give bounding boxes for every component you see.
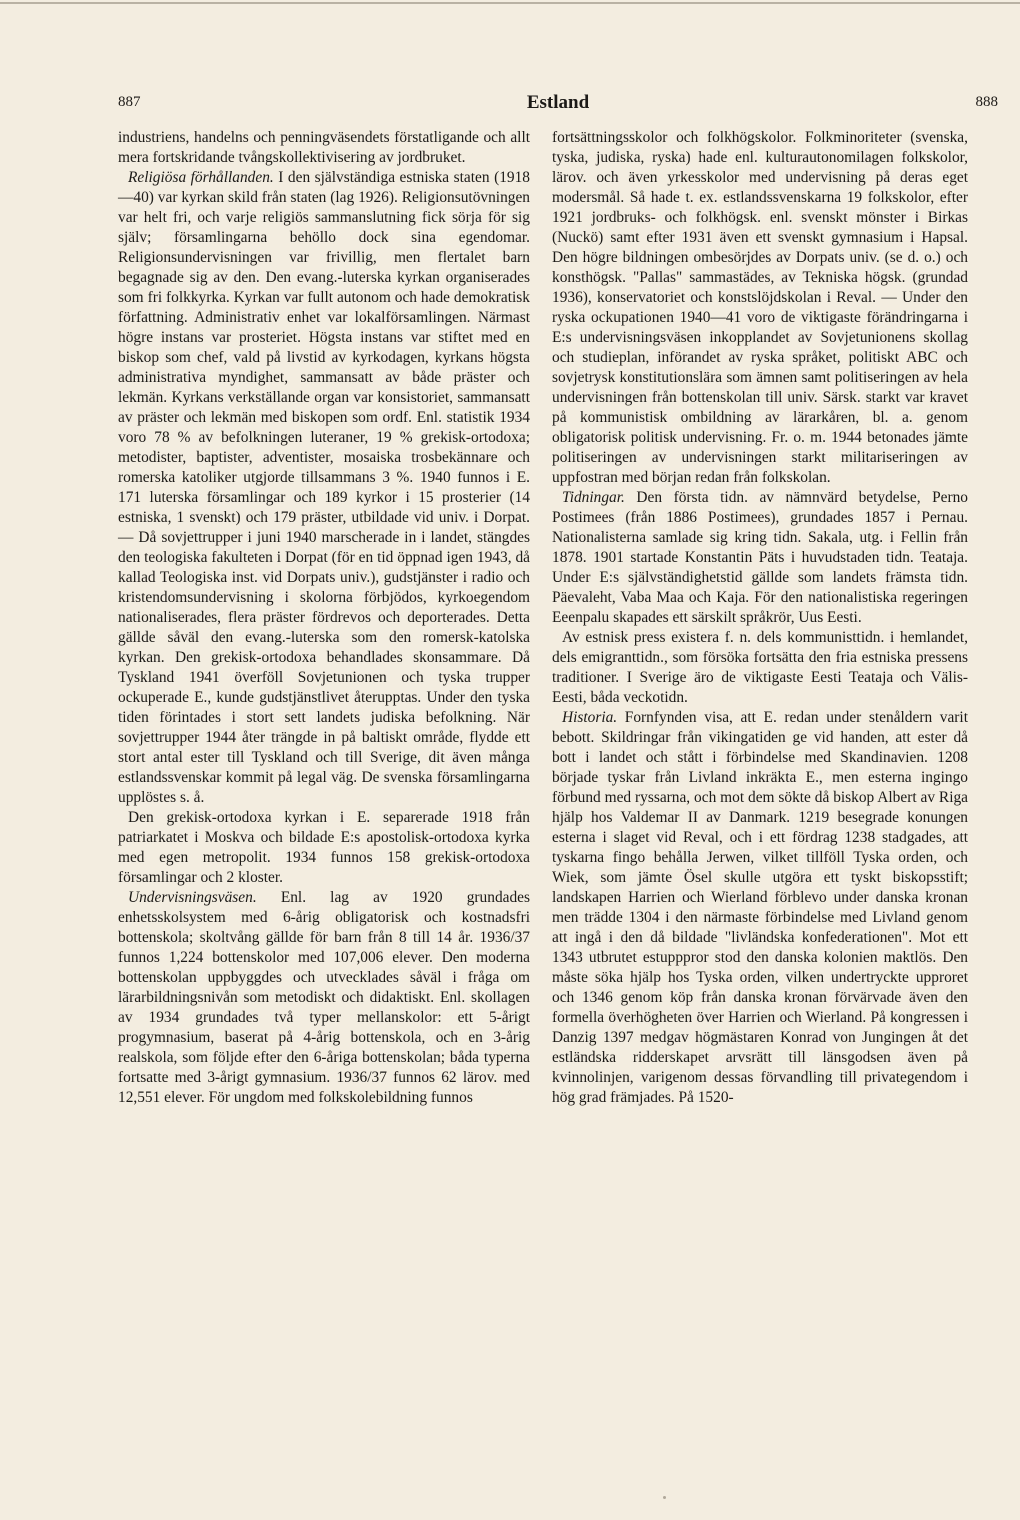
section-heading-education: Undervisningsväsen. [128, 889, 257, 906]
section-heading-history: Historia. [562, 709, 618, 726]
paragraph-newspapers [552, 488, 968, 628]
page-title: Estland [526, 92, 590, 113]
paragraph-religion-text: I den självständiga estniska staten (1918—40) var kyrkan skild från staten (lag 1926). Religionsutövningen var helt fri, och varje religiös sammanslutning fick sörja för sig själv; församlingarna behöllo dock sina egendomar. Religionsundervisningen var frivillig, men flertalet barn begagnade sig av den. Den evang.-luterska kyrkan organiserades som fri folkkyrka. Kyrkan var fullt autonom och hade demokratisk författning. Administrativ enhet var lokalförsamlingen. Närmast högre instans var prosteriet. Högsta instans var stiftet med en biskop som chef, vald på livstid av kyrkodagen, kyrkans högsta administrativa myndighet, sammansatt av både präster och lekmän. Kyrkans verkställande organ var konsistoriet, sammansatt av präster och lekmän med biskopen som ordf. Enl. statistik 1934 voro 78 % av befolkningen luteraner, 19 % grekisk-ortodoxa; metodister, baptister, adventister, mosaiska trosbekännare och romerska katoliker utgjorde tillsammans 3 %. 1940 funnos i E. 171 luterska församlingar och 189 kyrkor i 15 prosterier (14 estniska, 1 svenskt) och 179 präster, utbildade vid univ. i Dorpat. — Då sovjettrupper i juni 1940 marscherade in i landet, stängdes den teologiska fakulteten i Dorpat (för en tid öppnad igen 1943, då kallad Teologiska inst. vid Dorpats univ.), gudstjänster i radio och kristendomsundervisning i skolorna förbjödos, kyrkoegendom nationaliserades, flera präster fördrevos och deporterades. Detta gällde såväl den evang.-luterska som den romersk-katolska kyrkan. Den grekisk-ortodoxa behandlades skonsammare. Då Tyskland 1941 överföll Sovjetunionen och tyska trupper ockuperade E., kunde gudstjänstlivet återupptas. Under den tyska tiden förintades i stort sett landets judiska befolkning. När sovjettrupper 1944 åter trängde in på baltiskt område, flydde ett stort antal ester till Tyskland och till Sverige, dit även många estlandssvenskar kommit på legal väg. De svenska församlingarna upplöstes s. å. [118, 169, 530, 806]
section-heading-religion: Religiösa förhållanden. [128, 169, 274, 186]
top-edge-line [0, 2, 1020, 4]
paper-speck [663, 1496, 666, 1499]
page-number-right: 888 [975, 94, 998, 110]
paragraph-newspapers-text: Den första tidn. av nämnvärd betydelse, Perno Postimees (från 1886 Postimees), grundades 1857 i Pernau. Nationalisterna samlade sig kring tidn. Sakala, utg. i Fellin från 1878. 1901 startade Konstantin Päts i huvudstaden tidn. Teataja. Under E:s självständighetstid gällde som landets främsta tidn. Päevaleht, Vaba Maa och Kaja. För den nationalistiska regeringen Eeenpalu skapades ett särskilt språkrör, Uus Eesti. [552, 489, 968, 626]
page-number-left: 887 [118, 94, 141, 110]
running-header [118, 92, 998, 118]
paragraph-press: Av estnisk press existera f. n. dels kommunisttidn. i hemlandet, dels emigranttidn., som försöka fortsätta den fria estniska pressens traditioner. I Sverige äro de viktigaste Eesti Teataja och Välis-Eesti, båda veckotidn. [552, 629, 968, 706]
paragraph-history-text: Fornfynden visa, att E. redan under stenåldern varit bebott. Skildringar från vikingatiden ge vid handen, att ester då bott i landet och stått i förbindelse med Skandinavien. 1208 började tyskar från Livland inkräkta E., men esterna ingingo förbund med ryssarna, och mot dem sökte då biskop Albert av Riga hjälp hos Valdemar II av Danmark. 1219 besegrade konungen esterna i slaget vid Reval, och i ett fördrag 1238 stadgades, att tyskarna fingo behålla Jerwen, vilket tillföll Tyska orden, och Wiek, som jämte Ösel skulle utgöra ett tyskt biskopsstift; landskapen Harrien och Wierland förblevo under danska kronan men trädde 1304 i den närmaste förbindelse med Livland genom att ingå i den då bildade "livländska konfederationen". Mot ett 1343 utbrutet estupppror stod den danska kolonien maktlös. Den måste söka hjälp hos Tyska orden, vilken undertryckte upproret och 1346 genom köp från danska kronan förvärvade även den formella överhögheten över Harrien och Wierland. På kongressen i Danzig 1397 medgav högmästaren Konrad von Jungingen åt det estländska ridderskapet arvsrätt till länsgodsen även på kvinnolinjen, varigenom dessas förvandling till privategendom i hög grad främjades. På 1520- [552, 709, 968, 1106]
paragraph-orthodox: Den grekisk-ortodoxa kyrkan i E. separerade 1918 från patriarkatet i Moskva och bildade E:s apostolisk-ortodoxa kyrka med egen metropolit. 1934 funnos 158 grekisk-ortodoxa församlingar och 2 kloster. [118, 809, 530, 886]
paragraph-schools: fortsättningsskolor och folkhögskolor. Folkminoriteter (svenska, tyska, judiska, ryska) hade enl. kulturautonomilagen folkskolor, lärov. och även yrkesskolor med undervisning på deras eget modersmål. Så hade t. ex. estlandssvenskarna 19 folkskolor, efter 1921 jordbruks- och folkhögsk. enl. svenskt mönster i Birkas (Nuckö) samt efter 1931 även ett svenskt gymnasium i Hapsal. Den högre bildningen ombesörjdes av Dorpats univ. (se d. o.) och konsthögsk. "Pallas" sammastädes, av Tekniska högsk. (grundad 1936), konservatoriet och konstslöjdskolan i Reval. — Under den ryska ockupationen 1940—41 voro de viktigaste förändringarna i E:s undervisningsväsen inkopplandet av Sovjetunionens skollag och studieplan, införandet av ryska språket, politiskt ABC och sovjetrysk konstitutionslära som ämnen samt politiseringen av hela undervisningen från bottenskolan till univ. Särsk. starkt var kravet på kommunistisk ombildning av lärarkåren, bl. a. genom obligatorisk politisk undervisning. Fr. o. m. 1944 betonades jämte politiseringen av undervisningen starkt militariseringen av uppfostran med början redan från folkskolan. [552, 129, 968, 486]
section-heading-newspapers: Tidningar. [562, 489, 625, 506]
right-column [552, 128, 968, 1108]
paragraph-religion [118, 168, 530, 808]
paragraph-education-text: Enl. lag av 1920 grundades enhetsskolsystem med 6-årig obligatorisk och kostnadsfri bottenskola; skoltvång gällde för barn från 8 till 14 år. 1936/37 funnos 1,224 bottenskolor med 107,006 elever. Den moderna bottenskolan uppbyggdes och utvecklades såväl i fråga om lärarbildningsnivån som metodiskt och didaktiskt. Enl. skollagen av 1934 grundades två typer mellanskolor: ett 5-årigt progymnasium, baserat på 4-årig bottenskola, och en 3-årig realskola, som följde efter den 6-åriga bottenskolan; båda typerna fortsatte med 3-årigt gymnasium. 1936/37 funnos 62 lärov. med 12,551 elever. För ungdom med folkskolebildning funnos [118, 889, 530, 1106]
paragraph-education [118, 888, 530, 1108]
paragraph-history [552, 708, 968, 1108]
left-column [118, 128, 530, 1108]
paragraph-industry: industriens, handelns och penningväsendets förstatligande och allt mera fortskridande tvångskollektivisering av jordbruket. [118, 129, 530, 166]
